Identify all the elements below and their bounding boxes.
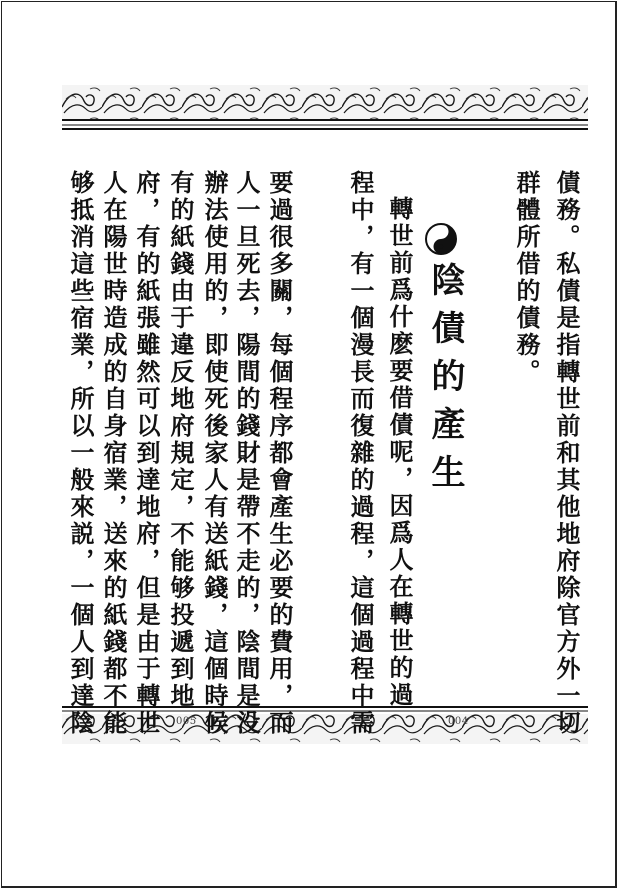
text-column-3: 轉世前爲什麽要借債呢，因爲人在轉世的過: [385, 196, 414, 709]
text-column-4: 程中，有一個漫長而復雜的過程，這個過程中需: [346, 170, 375, 737]
text-column-2: 群體所借的債務。: [512, 170, 541, 386]
text-column-8: 有的紙錢由于違反地府規定，不能够投遞到地: [166, 170, 195, 710]
text-column-1: 債務。私債是指轉世前和其他地府除官方外一切: [552, 170, 581, 737]
top-wave-border: [62, 85, 588, 131]
text-column-7: 辦法使用的，即使死後家人有送紙錢，這個時候: [200, 170, 229, 737]
text-column-11: 够抵消這些宿業，所以一般來説，一個人到達陰: [66, 170, 95, 737]
page-number-right: 004: [448, 716, 469, 727]
page-number-left: 005: [176, 716, 197, 727]
text-column-9: 府，有的紙張雖然可以到達地府，但是由于轉世: [132, 170, 161, 737]
yin-yang-icon: [424, 222, 458, 256]
text-column-5: 要過很多關，每個程序都會產生必要的費用，而: [265, 170, 294, 737]
text-column-10: 人在陽世時造成的自身宿業，送來的紙錢都不能: [99, 170, 128, 737]
section-heading: 陰債的產生: [425, 262, 465, 502]
text-column-6: 人一旦死去，陽間的錢財是帶不走的，陰間是没: [232, 170, 261, 737]
